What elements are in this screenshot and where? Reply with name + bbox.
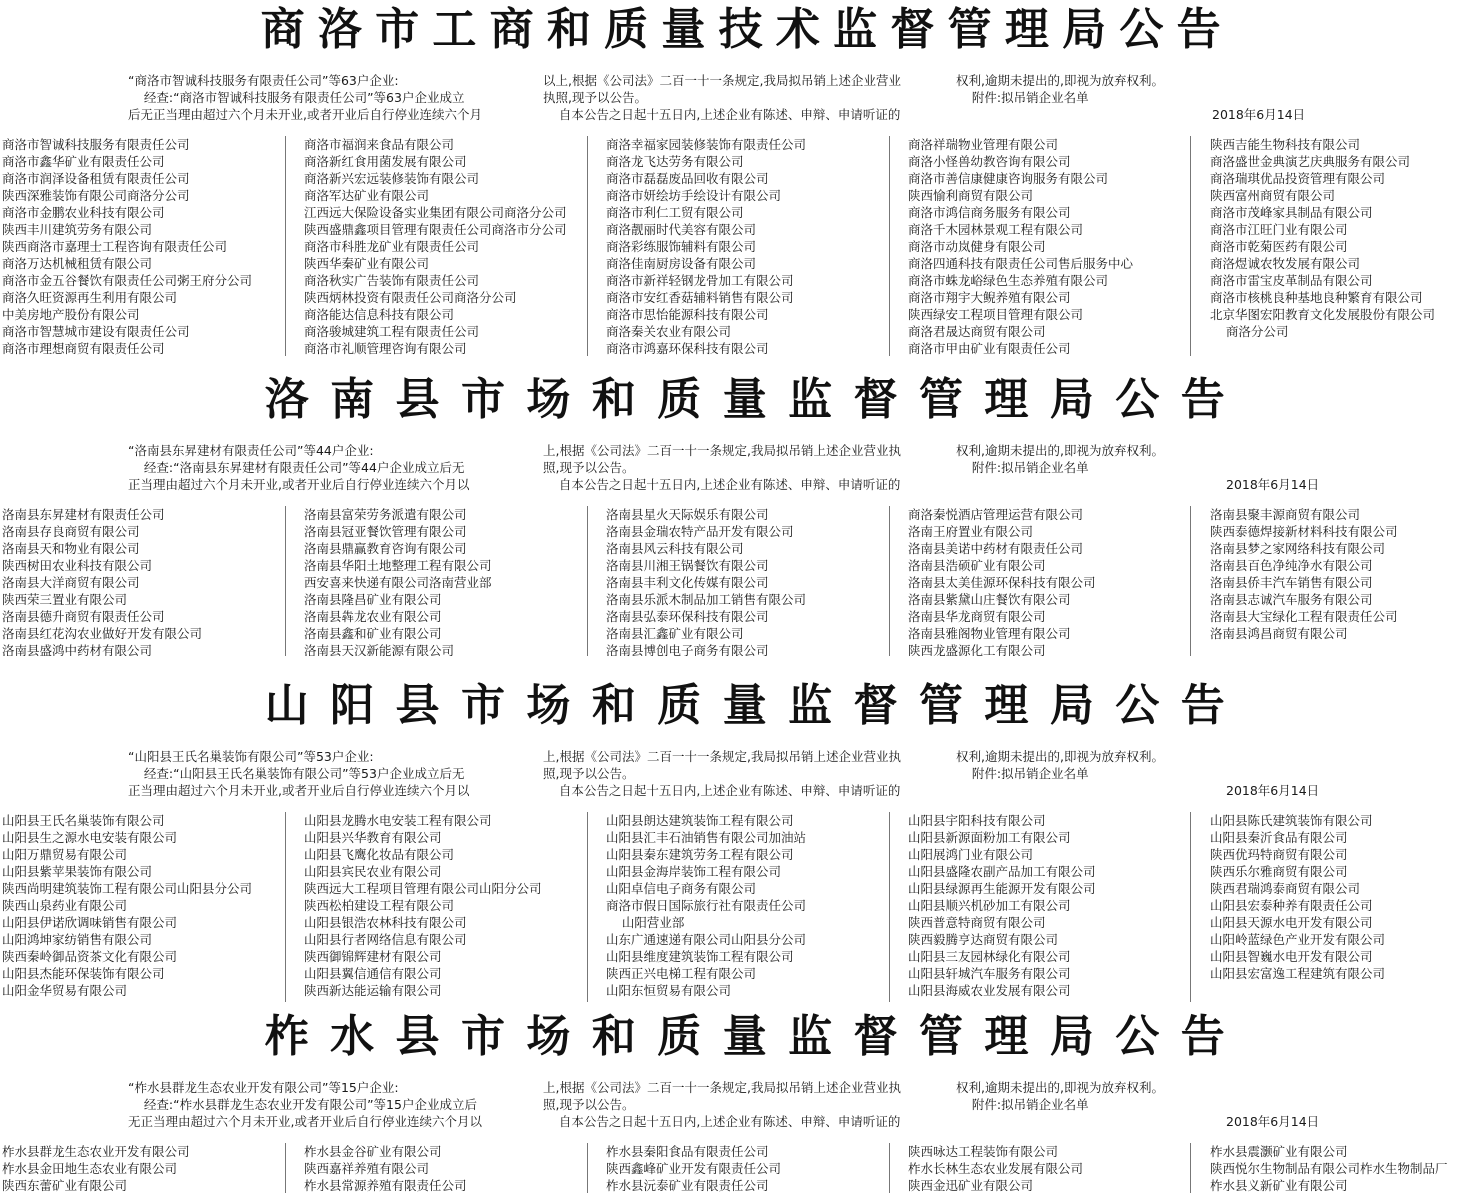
company-name: 山阳县行者网络信息有限公司 — [304, 932, 467, 947]
column-divider — [285, 812, 286, 1002]
company-name: 山阳县龙腾水电安装工程有限公司 — [304, 813, 492, 828]
company-name: 商洛市妍绘坊手绘设计有限公司 — [606, 188, 782, 203]
intro-line: 自本公告之日起十五日内,上述企业有陈述、申辩、申请听证的 — [543, 783, 901, 798]
company-column — [2, 506, 272, 656]
company-name: 山阳万鼎贸易有限公司 — [2, 847, 128, 862]
column-divider — [889, 1143, 890, 1193]
company-name: 山阳岭蓝绿色产业开发有限公司 — [1210, 932, 1386, 947]
intro-line: “洛南县东昇建材有限责任公司”等44户企业: — [128, 443, 374, 458]
company-column — [304, 136, 574, 356]
company-name: 商洛市翔宇大鲵养殖有限公司 — [908, 290, 1071, 305]
company-name: 洛南县百色净纯净水有限公司 — [1210, 558, 1373, 573]
company-name: 山阳县银浩农林科技有限公司 — [304, 915, 467, 930]
company-name: 山阳县紫苹果装饰有限公司 — [2, 864, 153, 879]
company-name: 商洛市智诚科技服务有限责任公司 — [2, 137, 190, 152]
company-name: 山阳县轩城汽车服务有限公司 — [908, 966, 1071, 981]
intro-line: 经查:“柞水县群龙生态农业开发有限公司”等15户企业成立后 — [128, 1097, 477, 1112]
company-name: 洛南县华阳土地整理工程有限公司 — [304, 558, 492, 573]
intro-line: 附件:拟吊销企业名单 — [956, 766, 1089, 781]
company-name: 商洛秦悦酒店管理运营有限公司 — [908, 507, 1084, 522]
company-name: 商洛市润泽设备租赁有限责任公司 — [2, 171, 190, 186]
intro-line: 照,现予以公告。 — [543, 460, 635, 475]
company-name: 山阳县王氏名巢装饰有限公司 — [2, 813, 165, 828]
notice-section-shangluo — [0, 0, 1468, 360]
company-column — [908, 812, 1178, 999]
company-name: 洛南县志诚汽车服务有限公司 — [1210, 592, 1373, 607]
company-name: 洛南县大洋商贸有限公司 — [2, 575, 140, 590]
company-name: 商洛秋实广告装饰有限责任公司 — [304, 273, 480, 288]
company-name: 陕西秦岭御品资茶文化有限公司 — [2, 949, 178, 964]
company-name: 山阳县金海岸装饰工程有限公司 — [606, 864, 782, 879]
intro-line: 照,现予以公告。 — [543, 1097, 635, 1112]
company-name: 洛南县川湘王锅餐饮有限公司 — [606, 558, 769, 573]
intro-line: 上,根据《公司法》二百一十一条规定,我局拟吊销上述企业营业执 — [543, 1080, 901, 1095]
company-name: 商洛市善信康健康咨询服务有限公司 — [908, 171, 1109, 186]
company-name: 商洛市动岚健身有限公司 — [908, 239, 1046, 254]
company-name: 山阳县翼信通信有限公司 — [304, 966, 442, 981]
company-name: 商洛幸福家园装修装饰有限责任公司 — [606, 137, 807, 152]
company-name: 商洛市金五谷餐饮有限责任公司粥王府分公司 — [2, 273, 253, 288]
column-divider — [587, 136, 588, 356]
company-name: 洛南县隆昌矿业有限公司 — [304, 592, 442, 607]
notice-section-shanyang — [0, 676, 1468, 1006]
company-column — [908, 506, 1178, 656]
company-list — [0, 136, 1468, 356]
notice-title: 山阳县市场和质量监督管理局公告 — [264, 680, 1247, 731]
company-name: 商洛佳南厨房设备有限公司 — [606, 256, 757, 271]
company-name: 商洛市智慧城市建设有限责任公司 — [2, 324, 190, 339]
company-name: 洛南县紫黛山庄餐饮有限公司 — [908, 592, 1071, 607]
company-column — [908, 1143, 1178, 1193]
company-name: 柞水县金谷矿业有限公司 — [304, 1144, 442, 1159]
company-name: 陕西商洛市嘉理士工程咨询有限责任公司 — [2, 239, 228, 254]
company-name: 陕西金迅矿业有限公司 — [908, 1178, 1034, 1193]
company-name: 商洛煜诚农牧发展有限公司 — [1210, 256, 1361, 271]
company-name: 商洛市鸿嘉环保科技有限公司 — [606, 341, 769, 356]
company-name: 洛南王府置业有限公司 — [908, 524, 1034, 539]
company-name: 商洛彩练服饰辅料有限公司 — [606, 239, 757, 254]
company-name: 山阳县三友园林绿化有限公司 — [908, 949, 1071, 964]
company-name: 陕西咏达工程装饰有限公司 — [908, 1144, 1059, 1159]
company-column — [304, 812, 574, 999]
column-divider — [587, 812, 588, 1002]
company-name: 山阳东恒贸易有限公司 — [606, 983, 732, 998]
company-name: 山阳县秦东建筑劳务工程有限公司 — [606, 847, 794, 862]
company-name: 商洛久旺资源再生利用有限公司 — [2, 290, 178, 305]
company-name: 洛南县红花沟农业做好开发有限公司 — [2, 626, 203, 641]
intro-line: 后无正当理由超过六个月未开业,或者开业后自行停业连续六个月 — [128, 107, 482, 122]
company-name: 洛南县天汉新能源有限公司 — [304, 643, 455, 656]
company-list — [0, 506, 1468, 656]
company-list — [0, 812, 1468, 1002]
company-name: 商洛市假日国际旅行社有限责任公司 — [606, 898, 807, 913]
company-name: 山阳县天源水电开发有限公司 — [1210, 915, 1373, 930]
intro-line: 经查:“洛南县东昇建材有限责任公司”等44户企业成立后无 — [128, 460, 465, 475]
company-name: 陕西松柏建设工程有限公司 — [304, 898, 455, 913]
company-name: 山阳县兴华教育有限公司 — [304, 830, 442, 845]
company-name: 柞水县义新矿业有限公司 — [1210, 1178, 1348, 1193]
company-name: 山阳县飞鹰化妆品有限公司 — [304, 847, 455, 862]
company-name: 山阳县盛隆农副产品加工有限公司 — [908, 864, 1096, 879]
company-name: 洛南县金瑞农特产品开发有限公司 — [606, 524, 794, 539]
company-name: 陕西新达能运输有限公司 — [304, 983, 442, 998]
company-name: 陕西御锦辉建材有限公司 — [304, 949, 442, 964]
company-column — [606, 136, 876, 356]
company-name: 山阳卓信电子商务有限公司 — [606, 881, 757, 896]
company-name: 洛南县犇龙农业有限公司 — [304, 609, 442, 624]
notice-section-zhashui — [0, 1007, 1468, 1197]
company-name: 洛南县富荣劳务派遣有限公司 — [304, 507, 467, 522]
company-name: 洛南县大宝绿化工程有限责任公司 — [1210, 609, 1398, 624]
company-name: 陕西富州商贸有限公司 — [1210, 188, 1336, 203]
company-name: 洛南县太美佳源环保科技有限公司 — [908, 575, 1096, 590]
company-name: 商洛市科胜龙矿业有限责任公司 — [304, 239, 480, 254]
company-name: 洛南县东昇建材有限责任公司 — [2, 507, 165, 522]
company-name: 山阳县宏富逸工程建筑有限公司 — [1210, 966, 1386, 981]
company-name: 陕西龙盛源化工有限公司 — [908, 643, 1046, 656]
company-name: 山阳县绿源再生能源开发有限公司 — [908, 881, 1096, 896]
intro-line: 附件:拟吊销企业名单 — [956, 1097, 1089, 1112]
intro-paragraph — [956, 1079, 1164, 1113]
company-name: 洛南县汇鑫矿业有限公司 — [606, 626, 744, 641]
company-name: 洛南县风云科技有限公司 — [606, 541, 744, 556]
company-name: 商洛市蛛龙峪绿色生态养殖有限公司 — [908, 273, 1109, 288]
company-name: 江西远大保险设备实业集团有限公司商洛分公司 — [304, 205, 567, 220]
company-name: 陕西优玛特商贸有限公司 — [1210, 847, 1348, 862]
company-name: 山阳县海威农业发展有限公司 — [908, 983, 1071, 998]
company-name: 山阳县维度建筑装饰工程有限公司 — [606, 949, 794, 964]
company-name: 洛南县梦之家网络科技有限公司 — [1210, 541, 1386, 556]
intro-line: 附件:拟吊销企业名单 — [956, 90, 1089, 105]
intro-line: 正当理由超过六个月未开业,或者开业后自行停业连续六个月以 — [128, 477, 470, 492]
notice-section-luonan — [0, 370, 1468, 660]
company-name: 山阳县宏泰种养有限责任公司 — [1210, 898, 1373, 913]
company-name: 陕西毅腾亨达商贸有限公司 — [908, 932, 1059, 947]
company-name: 陕西树田农业科技有限公司 — [2, 558, 153, 573]
intro-paragraph — [956, 72, 1164, 106]
company-column — [606, 812, 876, 999]
intro-line: “山阳县王氏名巢装饰有限公司”等53户企业: — [128, 749, 374, 764]
company-name: 商洛市茂峰家具制品有限公司 — [1210, 205, 1373, 220]
company-name: 商洛新兴宏远装修装饰有限公司 — [304, 171, 480, 186]
company-name: 洛南县乐派木制品加工销售有限公司 — [606, 592, 807, 607]
company-name: 商洛千木园林景观工程有限公司 — [908, 222, 1084, 237]
company-column — [2, 1143, 272, 1193]
notice-title: 洛南县市场和质量监督管理局公告 — [264, 374, 1247, 425]
notice-date: 2018年6月14日 — [1226, 1114, 1320, 1129]
company-name: 陕西荣三置业有限公司 — [2, 592, 128, 607]
company-name: 山阳县宇阳科技有限公司 — [908, 813, 1046, 828]
company-name: 山阳县朗达建筑装饰工程有限公司 — [606, 813, 794, 828]
company-name: 山阳县秦沂食品有限公司 — [1210, 830, 1348, 845]
company-name: 柞水县秦阳食品有限责任公司 — [606, 1144, 769, 1159]
company-name: 陕西盛鼎鑫项目管理有限责任公司商洛市分公司 — [304, 222, 567, 237]
intro-line: 照,现予以公告。 — [543, 766, 635, 781]
company-column — [1210, 506, 1468, 642]
company-name: 柞水县金田地生态农业有限公司 — [2, 1161, 178, 1176]
company-name: 商洛能达信息科技有限公司 — [304, 307, 455, 322]
company-name: 洛南县浩硕矿业有限公司 — [908, 558, 1046, 573]
company-name: 洛南县弘泰环保科技有限公司 — [606, 609, 769, 624]
company-name: 商洛市利仁工贸有限公司 — [606, 205, 744, 220]
notice-date: 2018年6月14日 — [1226, 783, 1320, 798]
column-divider — [889, 812, 890, 1002]
intro-paragraph — [956, 748, 1164, 782]
intro-line: 权利,逾期未提出的,即视为放弃权利。 — [956, 1080, 1164, 1095]
company-name: 洛南县侨丰汽车销售有限公司 — [1210, 575, 1373, 590]
company-name: 洛南县博创电子商务有限公司 — [606, 643, 769, 656]
company-name: 洛南县丰利文化传媒有限公司 — [606, 575, 769, 590]
company-name: 商洛市福润来食品有限公司 — [304, 137, 455, 152]
company-name: 山阳展鸿门业有限公司 — [908, 847, 1034, 862]
company-name: 洛南县存良商贸有限公司 — [2, 524, 140, 539]
company-column — [304, 506, 574, 656]
intro-paragraph — [543, 1079, 901, 1130]
company-column — [606, 506, 876, 656]
intro-line: 经查:“山阳县王氏名巢装饰有限公司”等53户企业成立后无 — [128, 766, 465, 781]
company-name: 商洛祥瑞物业管理有限公司 — [908, 137, 1059, 152]
intro-line: 上,根据《公司法》二百一十一条规定,我局拟吊销上述企业营业执 — [543, 749, 901, 764]
intro-line: 自本公告之日起十五日内,上述企业有陈述、申辩、申请听证的 — [543, 107, 901, 122]
company-column — [606, 1143, 876, 1193]
company-name: 洛南县星火天际娱乐有限公司 — [606, 507, 769, 522]
company-name: 陕西华秦矿业有限公司 — [304, 256, 430, 271]
company-column — [1210, 1143, 1468, 1193]
intro-paragraph — [128, 72, 482, 123]
company-name: 山阳县顺兴机砂加工有限公司 — [908, 898, 1071, 913]
company-name: 商洛市江旺门业有限公司 — [1210, 222, 1348, 237]
intro-line: 自本公告之日起十五日内,上述企业有陈述、申辩、申请听证的 — [543, 477, 901, 492]
intro-line: 正当理由超过六个月未开业,或者开业后自行停业连续六个月以 — [128, 783, 470, 798]
intro-line: 权利,逾期未提出的,即视为放弃权利。 — [956, 443, 1164, 458]
intro-line: 无正当理由超过六个月未开业,或者开业后自行停业连续六个月以 — [128, 1114, 482, 1129]
intro-line: “商洛市智诚科技服务有限责任公司”等63户企业: — [128, 73, 399, 88]
company-name: 商洛靓丽时代美容有限公司 — [606, 222, 757, 237]
intro-line: 自本公告之日起十五日内,上述企业有陈述、申辩、申请听证的 — [543, 1114, 901, 1129]
column-divider — [889, 506, 890, 656]
company-name: 洛南县华龙商贸有限公司 — [908, 609, 1046, 624]
company-name: 洛南县天和物业有限公司 — [2, 541, 140, 556]
notice-date: 2018年6月14日 — [1226, 477, 1320, 492]
company-name: 商洛小怪兽幼教咨询有限公司 — [908, 154, 1071, 169]
company-name: 商洛盛世金典演艺庆典服务有限公司 — [1210, 154, 1411, 169]
company-name: 洛南县冠亚餐饮管理有限公司 — [304, 524, 467, 539]
company-name: 洛南县雅阁物业管理有限公司 — [908, 626, 1071, 641]
intro-line: 权利,逾期未提出的,即视为放弃权利。 — [956, 73, 1164, 88]
company-name: 商洛市乾菊医药有限公司 — [1210, 239, 1348, 254]
intro-paragraph — [128, 1079, 482, 1130]
intro-paragraph — [956, 442, 1164, 476]
company-column — [2, 136, 272, 356]
company-name: 陕西嘉祥养殖有限公司 — [304, 1161, 430, 1176]
company-name: 洛南县聚丰源商贸有限公司 — [1210, 507, 1361, 522]
company-name: 商洛新红食用菌发展有限公司 — [304, 154, 467, 169]
company-name: 山阳鸿坤家纺销售有限公司 — [2, 932, 153, 947]
intro-paragraph — [128, 748, 469, 799]
company-name: 陕西悦尔生物制品有限公司柞水生物制品厂 — [1210, 1161, 1448, 1176]
company-name: 山东广通速递有限公司山阳县分公司 — [606, 932, 807, 947]
company-name: 洛南县鼎赢教育咨询有限公司 — [304, 541, 467, 556]
company-name: 陕西炳林投资有限责任公司商洛分公司 — [304, 290, 517, 305]
company-column — [1210, 812, 1468, 982]
company-name: 山阳金华贸易有限公司 — [2, 983, 128, 998]
intro-line: 执照,现予以公告。 — [543, 90, 647, 105]
company-name: 洛南县鑫和矿业有限公司 — [304, 626, 442, 641]
company-name: 商洛市思怡能源科技有限公司 — [606, 307, 769, 322]
company-name: 山阳县陈氏建筑装饰有限公司 — [1210, 813, 1373, 828]
company-name: 商洛瑞琪优品投资管理有限公司 — [1210, 171, 1386, 186]
company-name: 陕西尚明建筑装饰工程有限公司山阳县分公司 — [2, 881, 253, 896]
company-name: 陕西君瑞鸿泰商贸有限公司 — [1210, 881, 1361, 896]
company-column — [1210, 136, 1468, 340]
company-name: 商洛分公司 — [1210, 324, 1289, 339]
company-name: 商洛市金鹏农业科技有限公司 — [2, 205, 165, 220]
intro-line: 权利,逾期未提出的,即视为放弃权利。 — [956, 749, 1164, 764]
company-name: 商洛万达机械租赁有限公司 — [2, 256, 153, 271]
company-name: 山阳县伊诺欣调味销售有限公司 — [2, 915, 178, 930]
company-name: 商洛市核桃良种基地良种繁育有限公司 — [1210, 290, 1423, 305]
company-name: 柞水长林生态农业发展有限公司 — [908, 1161, 1084, 1176]
company-name: 商洛军达矿业有限公司 — [304, 188, 430, 203]
company-name: 商洛市新祥轻钢龙骨加工有限公司 — [606, 273, 794, 288]
company-name: 陕西乐尔雅商贸有限公司 — [1210, 864, 1348, 879]
column-divider — [587, 506, 588, 656]
column-divider — [587, 1143, 588, 1193]
company-name: 商洛秦关农业有限公司 — [606, 324, 732, 339]
intro-line: 以上,根据《公司法》二百一十一条规定,我局拟吊销上述企业营业 — [543, 73, 901, 88]
company-column — [304, 1143, 574, 1193]
company-name: 商洛君晟达商贸有限公司 — [908, 324, 1046, 339]
company-name: 西安喜来快递有限公司洛南营业部 — [304, 575, 492, 590]
column-divider — [285, 506, 286, 656]
company-column — [908, 136, 1178, 356]
intro-paragraph — [543, 748, 901, 799]
notice-title: 商洛市工商和质量技术监督管理局公告 — [260, 4, 1234, 55]
company-name: 洛南县德升商贸有限责任公司 — [2, 609, 165, 624]
company-name: 商洛市甲由矿业有限责任公司 — [908, 341, 1071, 356]
company-name: 陕西正兴电梯工程有限公司 — [606, 966, 757, 981]
column-divider — [1190, 1143, 1191, 1193]
company-name: 商洛四通科技有限责任公司售后服务中心 — [908, 256, 1134, 271]
company-name: 柞水县群龙生态农业开发有限公司 — [2, 1144, 190, 1159]
company-name: 商洛市磊磊废品回收有限公司 — [606, 171, 769, 186]
company-name: 柞水县沅泰矿业有限责任公司 — [606, 1178, 769, 1193]
company-name: 山阳县智巍水电开发有限公司 — [1210, 949, 1373, 964]
company-name: 山阳县汇丰石油销售有限公司加油站 — [606, 830, 807, 845]
company-name: 山阳营业部 — [606, 915, 685, 930]
company-name: 陕西东蕾矿业有限公司 — [2, 1178, 128, 1193]
company-name: 商洛市礼顺管理咨询有限公司 — [304, 341, 467, 356]
company-name: 陕西绿安工程项目管理有限公司 — [908, 307, 1084, 322]
company-list — [0, 1143, 1468, 1193]
company-name: 商洛市鸿信商务服务有限公司 — [908, 205, 1071, 220]
intro-line: 上,根据《公司法》二百一十一条规定,我局拟吊销上述企业营业执 — [543, 443, 901, 458]
company-name: 柞水县常源养殖有限责任公司 — [304, 1178, 467, 1193]
company-name: 陕西鑫峰矿业开发有限责任公司 — [606, 1161, 782, 1176]
company-column — [2, 812, 272, 999]
company-name: 陕西丰川建筑劳务有限公司 — [2, 222, 153, 237]
company-name: 陕西愉利商贸有限公司 — [908, 188, 1034, 203]
company-name: 柞水县震灏矿业有限公司 — [1210, 1144, 1348, 1159]
company-name: 陕西泰德焊接新材料科技有限公司 — [1210, 524, 1398, 539]
intro-line: 经查:“商洛市智诚科技服务有限责任公司”等63户企业成立 — [128, 90, 465, 105]
company-name: 山阳县宾民农业有限公司 — [304, 864, 442, 879]
company-name: 陕西山泉药业有限公司 — [2, 898, 128, 913]
column-divider — [889, 136, 890, 356]
column-divider — [285, 1143, 286, 1193]
notice-date: 2018年6月14日 — [1212, 107, 1306, 122]
company-name: 商洛市鑫华矿业有限责任公司 — [2, 154, 165, 169]
company-name: 陕西普意特商贸有限公司 — [908, 915, 1046, 930]
intro-paragraph — [543, 72, 901, 123]
company-name: 洛南县美诺中药材有限责任公司 — [908, 541, 1084, 556]
company-name: 商洛骏城建筑工程有限责任公司 — [304, 324, 480, 339]
company-name: 陕西远大工程项目管理有限公司山阳分公司 — [304, 881, 542, 896]
company-name: 陕西吉能生物科技有限公司 — [1210, 137, 1361, 152]
column-divider — [1190, 812, 1191, 1002]
company-name: 山阳县新源面粉加工有限公司 — [908, 830, 1071, 845]
company-name: 商洛市安红香菇辅料销售有限公司 — [606, 290, 794, 305]
company-name: 商洛市雷宝皮革制品有限公司 — [1210, 273, 1373, 288]
company-name: 商洛市理想商贸有限责任公司 — [2, 341, 165, 356]
column-divider — [285, 136, 286, 356]
company-name: 中美房地产股份有限公司 — [2, 307, 140, 322]
intro-paragraph — [543, 442, 901, 493]
column-divider — [1190, 136, 1191, 356]
company-name: 商洛龙飞达劳务有限公司 — [606, 154, 744, 169]
notice-title: 柞水县市场和质量监督管理局公告 — [264, 1011, 1247, 1062]
company-name: 洛南县鸿昌商贸有限公司 — [1210, 626, 1348, 641]
column-divider — [1190, 506, 1191, 656]
company-name: 洛南县盛鸿中药材有限公司 — [2, 643, 153, 656]
intro-paragraph — [128, 442, 469, 493]
intro-line: “柞水县群龙生态农业开发有限公司”等15户企业: — [128, 1080, 399, 1095]
company-name: 陕西深雅装饰有限公司商洛分公司 — [2, 188, 190, 203]
company-name: 北京华图宏阳教育文化发展股份有限公司 — [1210, 307, 1436, 322]
intro-line: 附件:拟吊销企业名单 — [956, 460, 1089, 475]
company-name: 山阳县生之源水电安装有限公司 — [2, 830, 178, 845]
company-name: 山阳县杰能环保装饰有限公司 — [2, 966, 165, 981]
